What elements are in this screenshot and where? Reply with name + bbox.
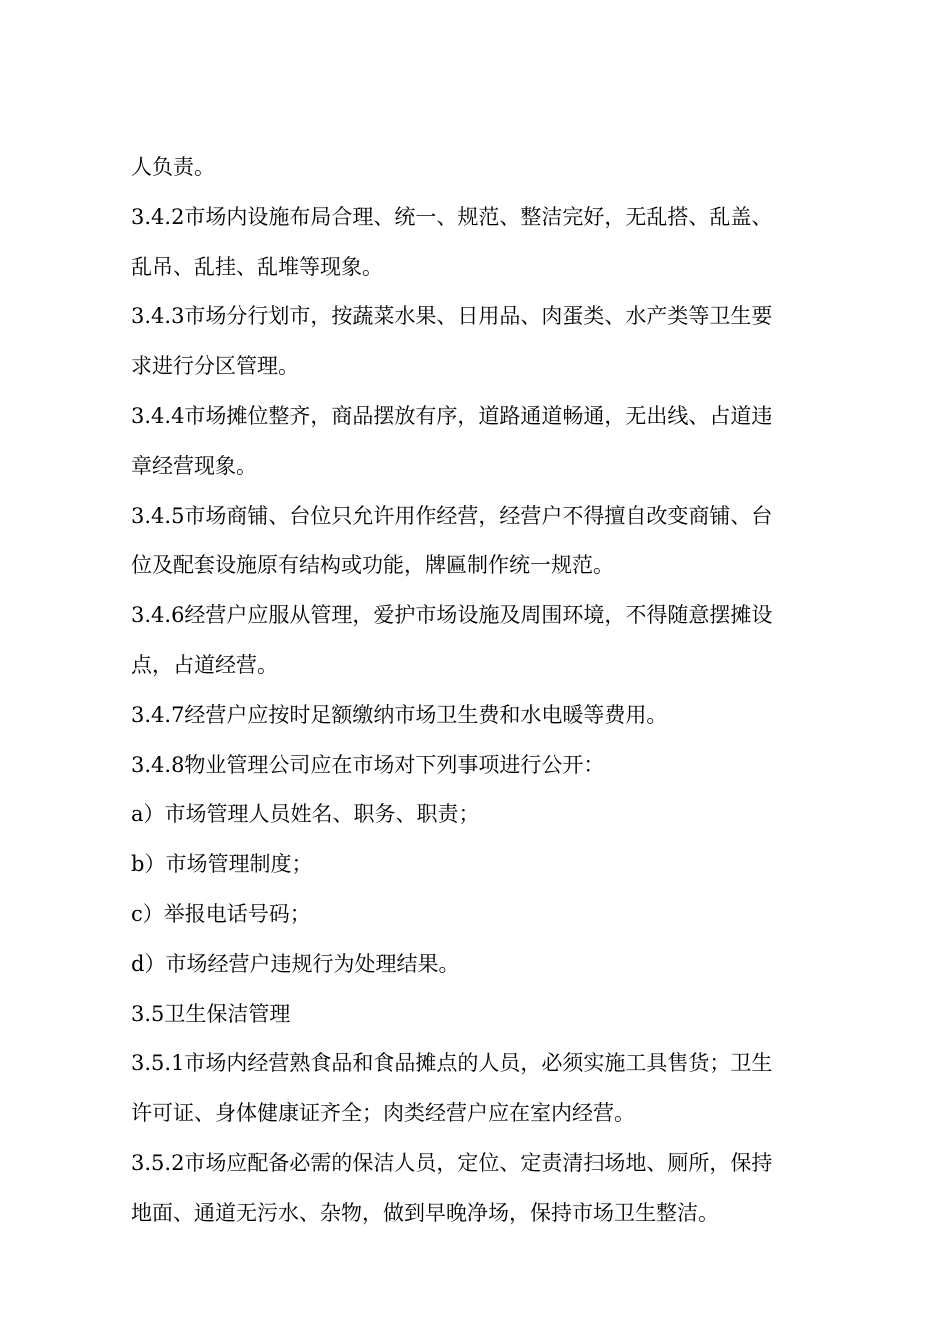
text-line: 3.4.5市场商铺、台位只允许用作经营，经营户不得擅自改变商铺、台 (131, 503, 773, 528)
text-line: 求进行分区管理。 (131, 354, 299, 379)
text-line: a）市场管理人员姓名、职务、职责； (131, 802, 480, 827)
text-line: c）举报电话号码； (131, 901, 311, 926)
text-line: 3.4.3市场分行划市，按蔬菜水果、日用品、肉蛋类、水产类等卫生要 (131, 304, 773, 329)
text-line: 乱吊、乱挂、乱堆等现象。 (131, 254, 383, 279)
text-line: 3.4.4市场摊位整齐，商品摆放有序，道路通道畅通，无出线、占道违 (131, 403, 773, 428)
text-line: 许可证、身体健康证齐全；肉类经营户应在室内经营。 (131, 1101, 635, 1126)
text-line: 点，占道经营。 (131, 652, 278, 677)
text-line: 3.4.6经营户应服从管理，爱护市场设施及周围环境，不得随意摆摊设 (131, 603, 773, 628)
text-line: 地面、通道无污水、杂物，做到早晚净场，保持市场卫生整洁。 (131, 1200, 719, 1225)
text-line: d）市场经营户违规行为处理结果。 (131, 951, 460, 976)
text-line: 3.4.8物业管理公司应在市场对下列事项进行公开： (131, 752, 605, 777)
text-line: 人负责。 (131, 155, 215, 179)
body-text (131, 143, 831, 1239)
text-line: b）市场管理制度； (131, 852, 313, 877)
text-line: 位及配套设施原有结构或功能，牌匾制作统一规范。 (131, 553, 614, 578)
text-line: 章经营现象。 (131, 453, 257, 478)
text-line: 3.5.1市场内经营熟食品和食品摊点的人员，必须实施工具售货；卫生 (131, 1051, 773, 1076)
text-line: 3.4.2市场内设施布局合理、统一、规范、整洁完好，无乱搭、乱盖、 (131, 204, 773, 229)
text-line: 3.5卫生保洁管理 (131, 1001, 291, 1026)
text-line: 3.5.2市场应配备必需的保洁人员，定位、定责清扫场地、厕所，保持 (131, 1150, 773, 1175)
text-line: 3.4.7经营户应按时足额缴纳市场卫生费和水电暖等费用。 (131, 702, 668, 727)
